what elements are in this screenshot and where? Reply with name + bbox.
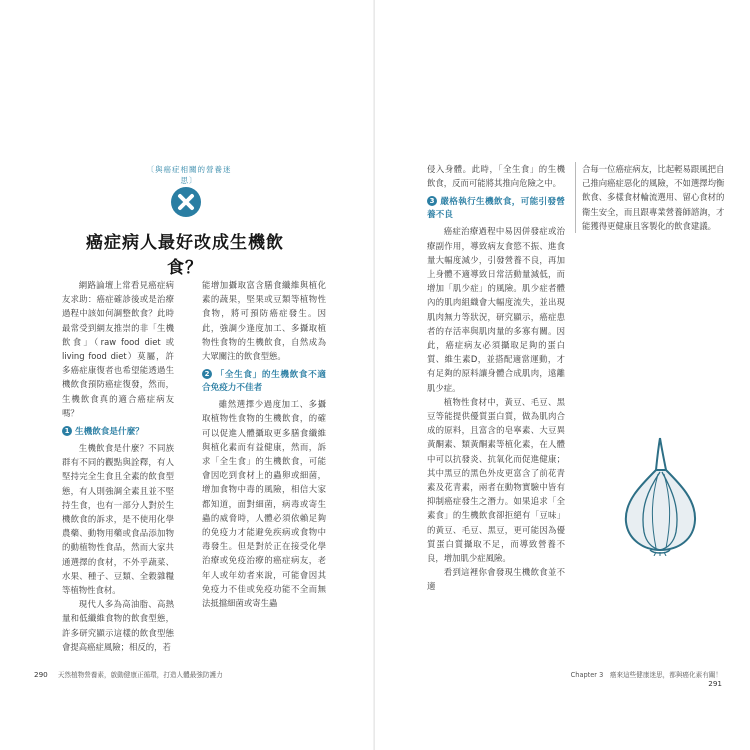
body-paragraph: 癌症治療過程中易因併發症或治療副作用，導致病友食慾不振、進食量大幅度減少，引發營養不良，再加上身體不適導致日常活動量減低，而增加「肌少症」的風險。肌少症者體內的肌肉組織會大幅度流失，並出現肌肉無力等狀況，研究顯示，癌症患者的存活率與肌肉量的多寡有關。因此，癌症病友必須攝取足夠的蛋白質、維生素D，並搭配適當運動，才有足夠的原料讓身體合成肌肉，遠離肌少症。 <box>427 226 565 393</box>
heading-text: 嚴格執行生機飲食，可能引發營養不良 <box>427 197 565 221</box>
column-3 <box>427 162 565 594</box>
body-paragraph: 生機飲食是什麼？不同族群有不同的觀點與詮釋，有人堅持完全生食且全素的飲食型態，有人則強調全素且並不堅持生食，也有一部分人對於生機飲食的訴求，是不使用化學農藥、動物用藥或食品添加物的動植物性食品，然而大家共通選擇的食材，不外乎蔬菜、水果、種子、豆類、全穀雜糧等植物性食材。 <box>62 443 174 596</box>
body-paragraph: 現代人多為高油脂、高熱量和低纖維食物的飲食型態，許多研究顯示這樣的飲食型態會提高癌症風險；相反的，若 <box>62 599 174 652</box>
page-number: 290 <box>34 670 48 679</box>
section-tag: 〔與癌症相關的營養迷思〕 <box>146 165 232 185</box>
section-heading-1 <box>62 426 174 439</box>
number-badge-icon: 1 <box>62 426 72 436</box>
number-badge-icon: 2 <box>202 369 212 379</box>
section-heading-3 <box>427 196 565 222</box>
page-title: 癌症病人最好改成生機飲食？ <box>86 233 284 278</box>
body-paragraph: 能增加攝取富含膳食纖維與植化素的蔬果，堅果或豆類等植物性食物，將可預防癌症發生。因此，強調少逢度加工、多攝取植物性食物的生機飲食，自然成為大眾關注的飲食型態。 <box>202 280 326 362</box>
page-number: 291 <box>708 679 722 688</box>
body-paragraph: 看到這裡你會發現生機飲食並不適 <box>427 567 565 592</box>
intro-paragraph: 網路論壇上常看見癌症病友求助：癌症確診後或是治療過程中該如何調整飲食？此時最常受到網友推崇的非「生機飲食」（raw food diet 或 living food diet）莫屬，許多癌症康復者也希望能透過生機飲食預防癌症復發，然而，生機飲食真的適合癌症病友嗎？ <box>62 280 174 418</box>
heading-text: 生機飲食是什麼？ <box>75 427 144 438</box>
heading-text: 「全生食」的生機飲食不適合免疫力不佳者 <box>202 370 326 394</box>
column-1 <box>62 278 174 654</box>
column-2 <box>202 278 326 610</box>
body-paragraph: 雖然選擇少過度加工、多攝取植物性食物的生機飲食，的確可以促進人體攝取更多膳食纖維與植化素而有益健康，然而，訴求「全生食」的生機飲食，可能會因吃到食材上的蟲卵或細菌，增加食物中毒的風險，相信大家都知道，面對細菌，病毒或寄生蟲的威脅時，人體必須依賴足夠的免疫力才能避免疾病或食物中毒發生。但是對於正在接受化學治療或免疫治療的癌症病友，老年人或年幼者來說，可能會因其免疫力不佳或免疫功能不全而無法抵擋細菌或寄生蟲 <box>202 399 326 609</box>
footer-right <box>565 669 722 688</box>
body-paragraph: 植物性食材中，黃豆、毛豆、黑豆等能提供優質蛋白質，做為肌肉合成的原料，且富含的皂寧素、大豆異黃酮素、類黃酮素等植化素，在人體中可以抗發炎、抗氧化而促進健康；其中黑豆的黑色外皮更富含了前花青素及花青素，兩者在動物實驗中皆有抑制癌症發生之潛力。如果追求「全素食」的生機飲食卻拒絕有「豆味」的黃豆、毛豆、黑豆，更可能因為優質蛋白質攝取不足，而導致營養不良，增加肌少症風險。 <box>427 396 565 564</box>
running-title: 天然植物營養素，啟動健康正循環，打造人體最強防護力 <box>57 671 223 679</box>
right-page <box>375 0 750 750</box>
number-badge-icon: 3 <box>427 196 437 206</box>
callout-box: 合每一位癌症病友，比起輕易跟風把自己推向癌症惡化的風險，不如選擇均衡飲食、多樣食材輪流選用、留心食材的衛生安全，而且跟專業營養師諮詢，才能獲得更健康且客製化的飲食建議。 <box>575 162 725 233</box>
section-heading-2 <box>202 369 326 395</box>
onion-illustration <box>620 436 700 556</box>
body-paragraph: 侵入身體。此時，「全生食」的生機飲食，反而可能將其推向危險之中。 <box>427 164 565 189</box>
footer-left <box>34 669 223 679</box>
running-title: Chapter 3 癌來這些健康迷思，都與癌化素有關！ <box>570 671 722 679</box>
x-circle-icon <box>170 186 202 218</box>
